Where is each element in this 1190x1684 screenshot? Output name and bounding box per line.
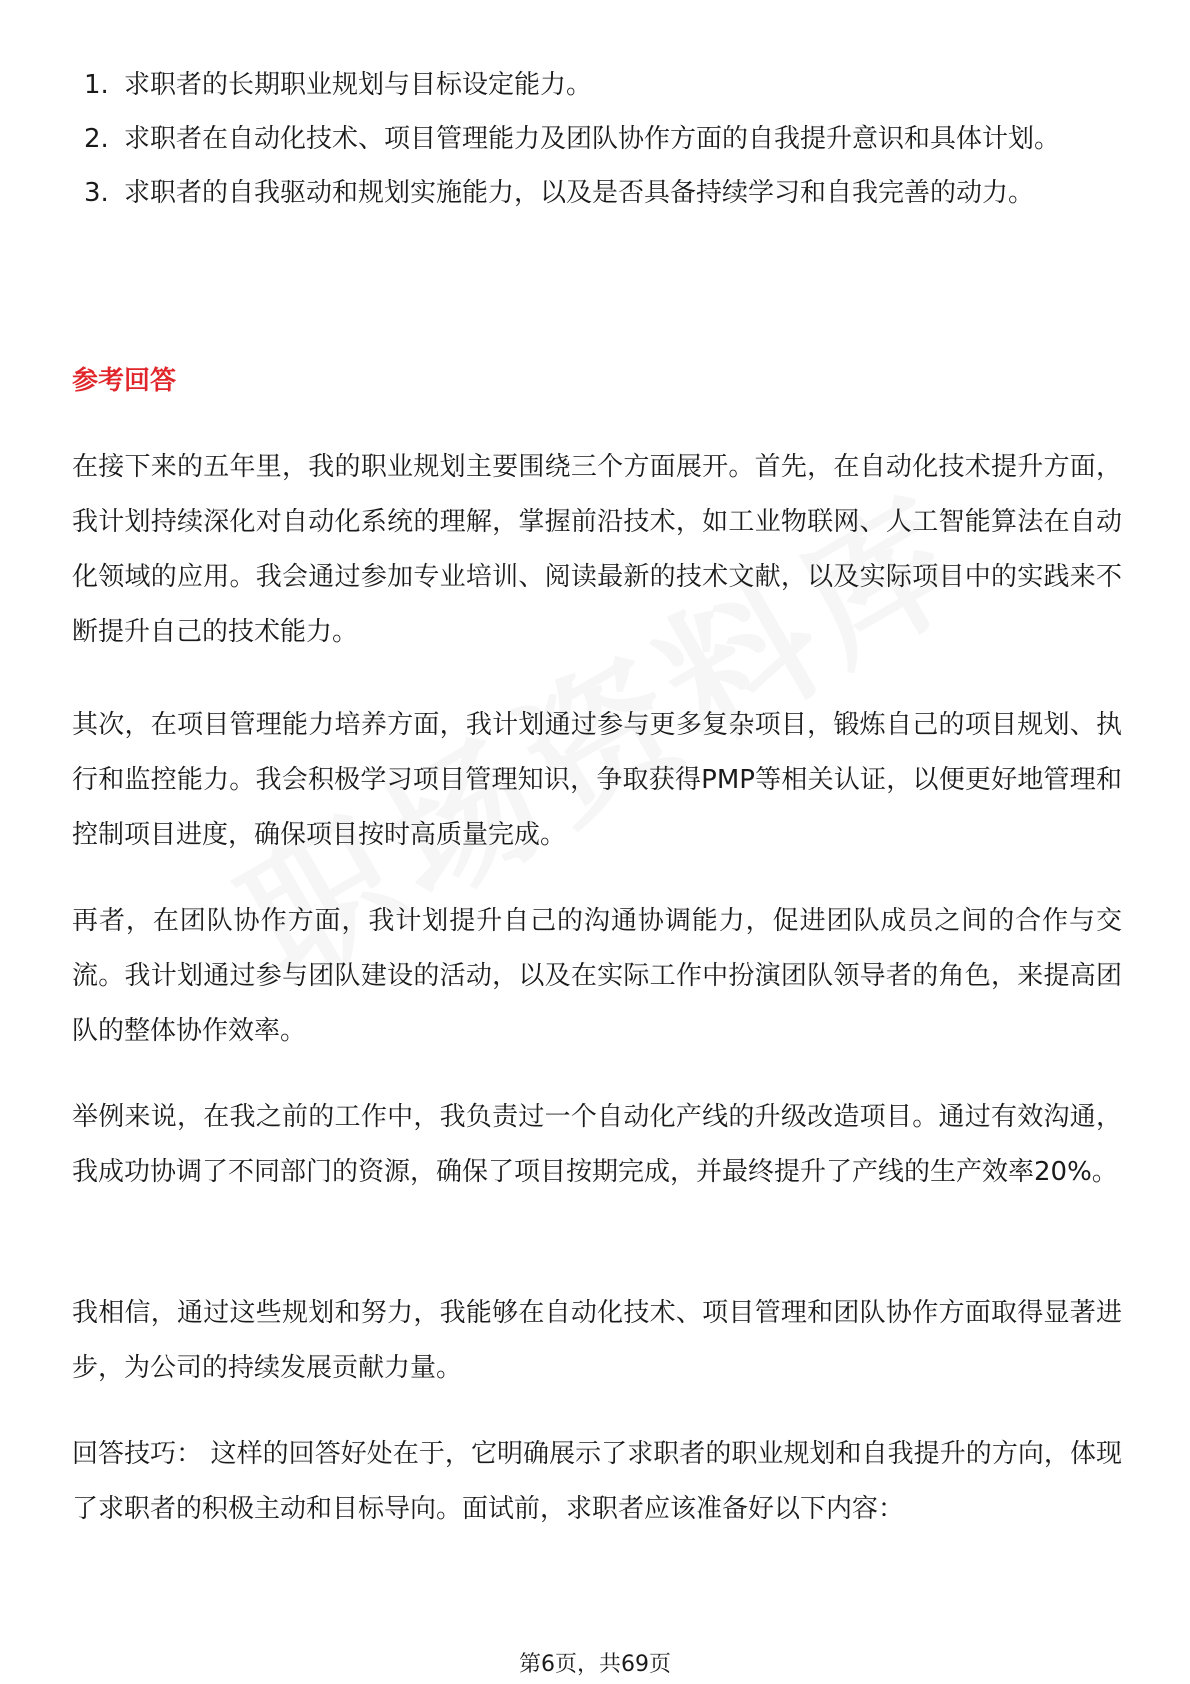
page-number-footer: 第6页，共69页 [519,1652,671,1677]
list-item-text: 求职者的自我驱动和规划实施能力，以及是否具备持续学习和自我完善的动力。 [124,178,1035,208]
list-item-text: 求职者的长期职业规划与目标设定能力。 [124,70,593,100]
list-item-number: 2. [84,124,109,154]
answer-paragraph: 在接下来的五年里，我的职业规划主要围绕三个方面展开。首先，在自动化技术提升方面，我计划持续深化对自动化系统的理解，掌握前沿技术，如工业物联网、人工智能算法在自动化领域的应用。我会通过参加专业培训、阅读最新的技术文献，以及实际项目中的实践来不断提升自己的技术能力。 [72,452,1122,647]
section-title-reference-answer: 参考回答 [72,366,177,396]
answer-tips-paragraph: 回答技巧： 这样的回答好处在于，它明确展示了求职者的职业规划和自我提升的方向，体现了求职者的积极主动和目标导向。面试前，求职者应该准备好以下内容： [72,1439,1122,1524]
list-item-number: 3. [84,178,109,208]
list-item-text: 求职者在自动化技术、项目管理能力及团队协作方面的自我提升意识和具体计划。 [124,124,1061,154]
answer-paragraph: 举例来说，在我之前的工作中，我负责过一个自动化产线的升级改造项目。通过有效沟通，我成功协调了不同部门的资源，确保了项目按期完成，并最终提升了产线的生产效率20%。 [72,1102,1122,1187]
answer-paragraph: 我相信，通过这些规划和努力，我能够在自动化技术、项目管理和团队协作方面取得显著进步，为公司的持续发展贡献力量。 [72,1298,1122,1383]
list-item [72,58,1122,112]
list-item [72,166,1122,220]
list-item [72,112,1122,166]
answer-paragraph: 其次，在项目管理能力培养方面，我计划通过参与更多复杂项目，锻炼自己的项目规划、执行和监控能力。我会积极学习项目管理知识，争取获得PMP等相关认证，以便更好地管理和控制项目进度，确保项目按时高质量完成。 [72,710,1122,850]
list-item-number: 1. [84,70,109,100]
evaluation-points-list [72,58,1122,220]
answer-paragraph: 再者，在团队协作方面，我计划提升自己的沟通协调能力，促进团队成员之间的合作与交流。我计划通过参与团队建设的活动，以及在实际工作中扮演团队领导者的角色，来提高团队的整体协作效率。 [72,906,1122,1046]
